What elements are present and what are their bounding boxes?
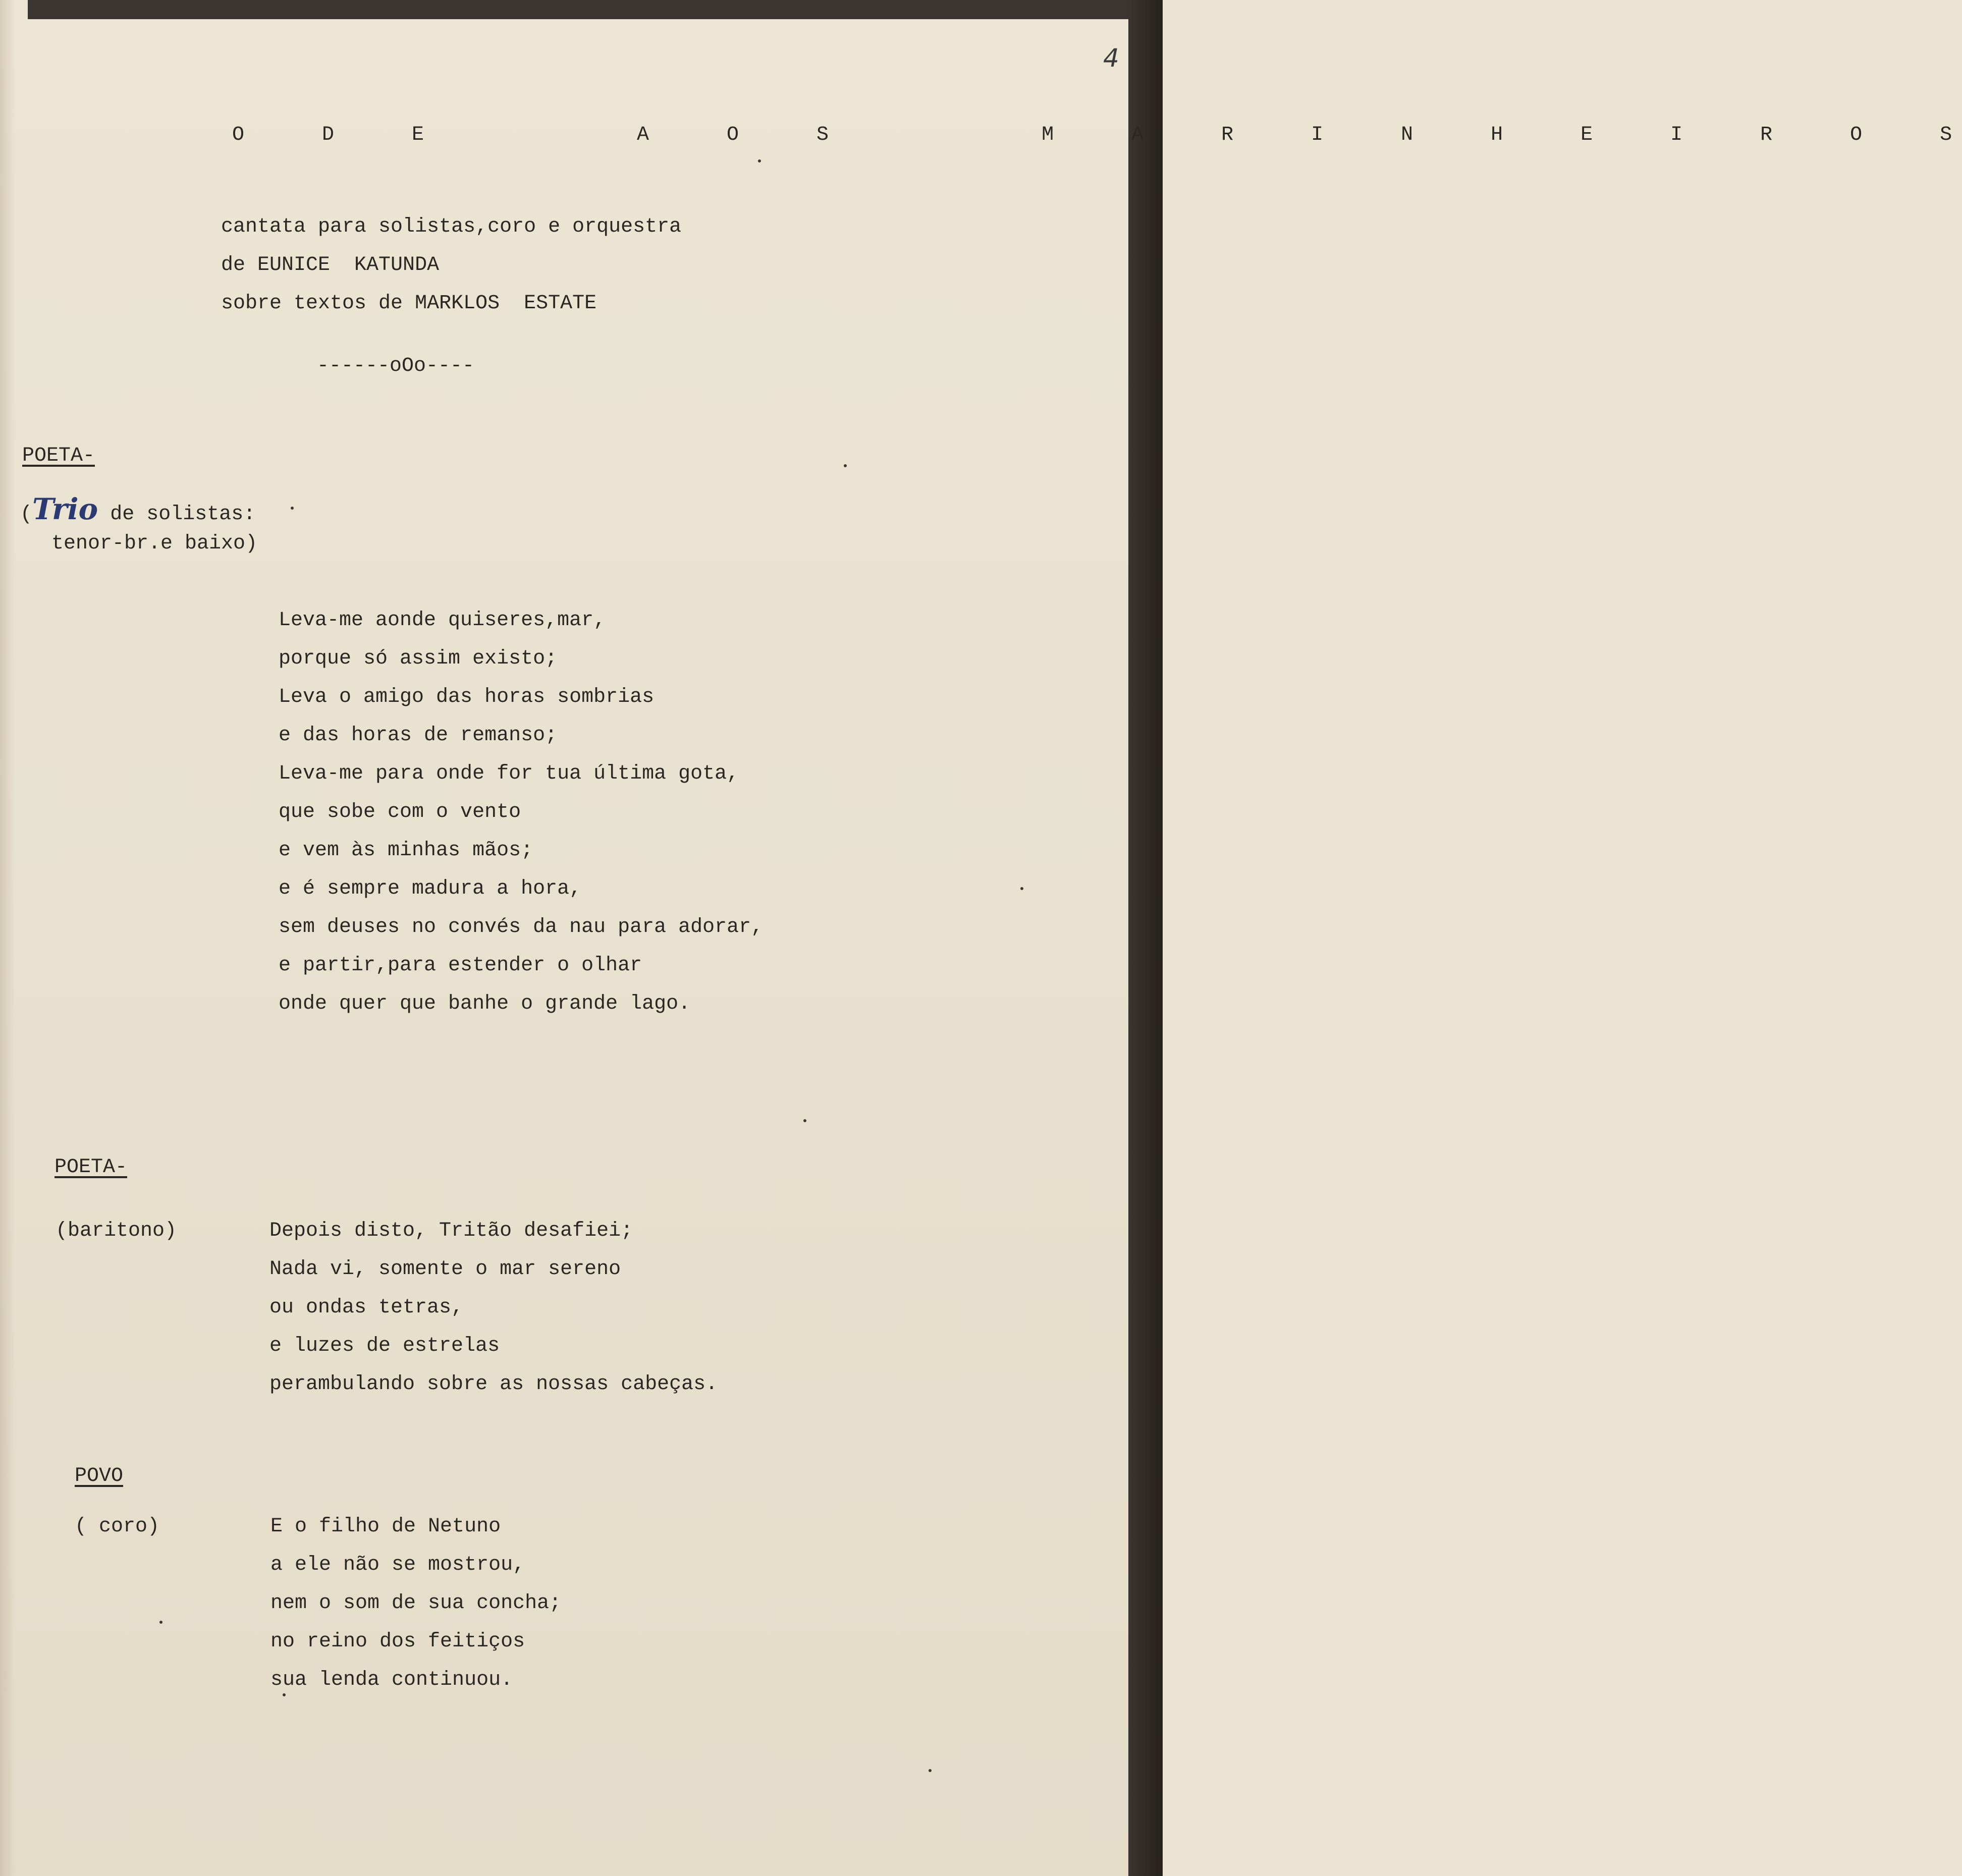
section3-speaker-label: POVO	[75, 1465, 124, 1487]
scan-right-border	[1128, 0, 1163, 1876]
section1-verse-9: sem deuses no convés da nau para adorar,	[279, 916, 764, 939]
section3-verse-4: no reino dos feitiços	[270, 1630, 525, 1653]
section1-voice-line-1-rest: de solistas:	[98, 503, 256, 526]
page-number: 4	[1103, 43, 1119, 73]
scan-top-border	[28, 0, 1128, 19]
section1-voice-line-1	[20, 494, 255, 525]
section1-speaker-label: POETA-	[22, 445, 95, 467]
section1-verse-5: Leva-me para onde for tua última gota,	[279, 762, 739, 785]
scan-speck	[803, 1119, 806, 1122]
subtitle-line-2: de EUNICE KATUNDA	[221, 254, 440, 277]
section1-verse-8: e é sempre madura a hora,	[279, 877, 582, 900]
title-separator: ------oOo----	[317, 355, 475, 377]
subtitle-line-1: cantata para solistas,coro e orquestra	[221, 215, 682, 238]
section1-verse-2: porque só assim existo;	[279, 647, 558, 670]
section2-verse-5: perambulando sobre as nossas cabeças.	[269, 1373, 718, 1396]
section3-verse-1: E o filho de Netuno	[270, 1515, 501, 1538]
section1-verse-10: e partir,para estender o olhar	[279, 954, 642, 977]
handwritten-correction-trio: Trio	[32, 492, 98, 526]
subtitle-line-3: sobre textos de MARKLOS ESTATE	[221, 292, 597, 315]
scan-speck	[758, 159, 761, 162]
section1-verse-4: e das horas de remanso;	[279, 724, 558, 747]
scan-speck	[844, 464, 847, 467]
section1-verse-7: e vem às minhas mãos;	[279, 839, 533, 862]
section3-verse-2: a ele não se mostrou,	[270, 1554, 525, 1576]
section1-open-paren: (	[20, 503, 33, 526]
document-title: O D E A O S M A R I N H E I R O S	[232, 124, 1962, 146]
scan-speck	[929, 1769, 932, 1772]
scan-speck	[159, 1621, 162, 1624]
section2-voice: (baritono)	[56, 1220, 177, 1242]
section2-verse-2: Nada vi, somente o mar sereno	[269, 1258, 621, 1281]
section1-verse-3: Leva o amigo das horas sombrias	[279, 686, 655, 708]
section1-voice-line-2: tenor-br.e baixo)	[51, 532, 258, 555]
section2-verse-4: e luzes de estrelas	[269, 1335, 500, 1357]
section2-verse-3: ou ondas tetras,	[269, 1296, 464, 1319]
section1-verse-6: que sobe com o vento	[279, 801, 521, 823]
section1-verse-11: onde quer que banhe o grande lago.	[279, 992, 691, 1015]
scan-speck	[1020, 887, 1023, 890]
section2-verse-1: Depois disto, Tritão desafiei;	[269, 1220, 633, 1242]
section3-verse-5: sua lenda continuou.	[270, 1669, 513, 1691]
section3-voice: ( coro)	[75, 1515, 160, 1538]
paper-left-shade	[0, 0, 15, 1876]
scan-speck	[283, 1693, 286, 1696]
section1-verse-1: Leva-me aonde quiseres,mar,	[279, 609, 606, 632]
scan-speck	[291, 507, 294, 510]
section2-speaker-label: POETA-	[54, 1156, 128, 1179]
section3-verse-3: nem o som de sua concha;	[270, 1592, 562, 1615]
